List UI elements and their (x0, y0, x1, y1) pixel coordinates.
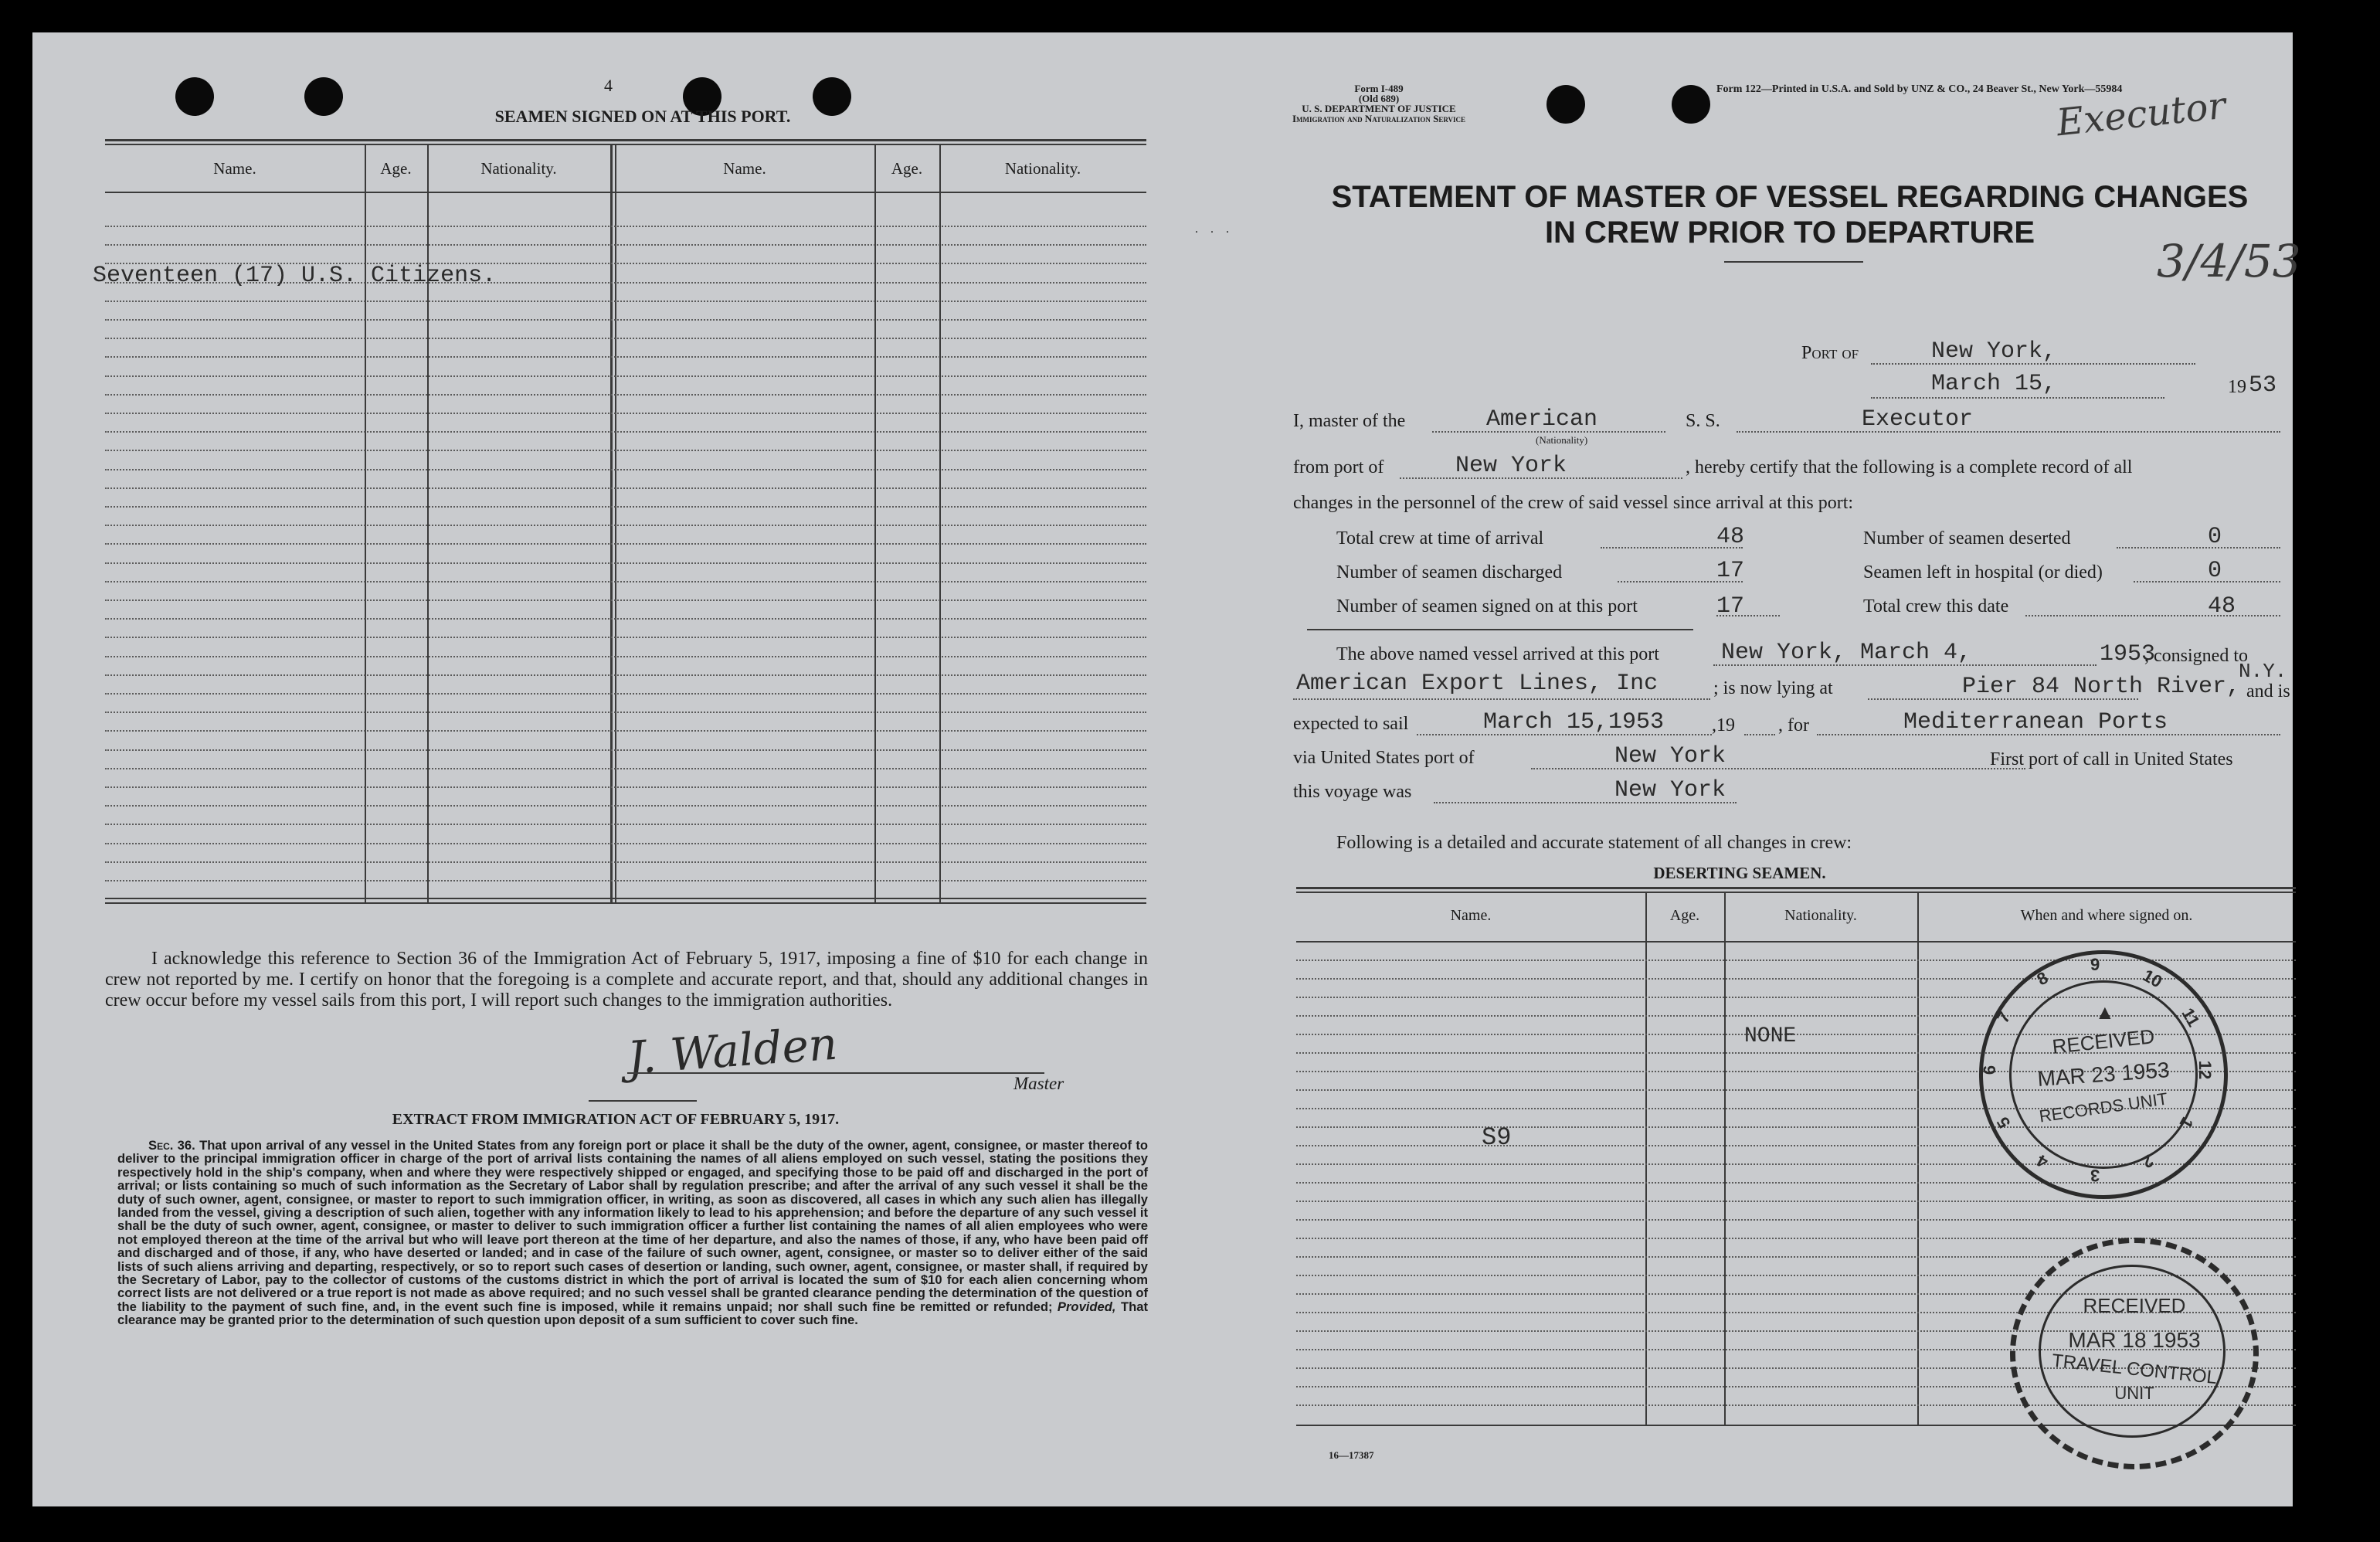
ruled-row (105, 581, 1146, 582)
deserted-label: Number of seamen deserted (1863, 528, 2071, 549)
table-bottom-rule (105, 898, 1146, 899)
stamp-received: RECEIVED (2083, 1294, 2186, 1317)
right-page (1191, 32, 2301, 1506)
page-number: 4 (604, 76, 613, 95)
signature-line (627, 1072, 1044, 1074)
form-title-line1: STATEMENT OF MASTER OF VESSEL REGARDING CHANGES (1331, 180, 2249, 214)
expected-19: ,19 (1712, 715, 1735, 735)
ruled-row (105, 487, 1146, 489)
stamp-ring-digit: 6 (1980, 1065, 2000, 1075)
handwritten-date: 3/4/53 (2157, 235, 2301, 287)
table-bottom-rule (105, 902, 1146, 904)
deserted-value: 0 (2208, 524, 2222, 550)
voyage-label: this voyage was (1293, 782, 1412, 802)
column-divider (365, 144, 366, 902)
form-title-line2: IN CREW PRIOR TO DEPARTURE (1544, 216, 2035, 250)
voyage-value: New York (1614, 777, 1726, 803)
signature-role: Master (1013, 1074, 1064, 1093)
stamp-ring-digit: 4 (2033, 1150, 2052, 1173)
left-page (32, 32, 1153, 1506)
discharged-value: 17 (1716, 558, 1745, 584)
ruled-row (105, 525, 1146, 526)
from-port-label: from port of (1293, 457, 1384, 477)
travel-control-stamp (2010, 1238, 2259, 1469)
form-old-number: (Old 689) (1358, 93, 1400, 104)
ruled-row (105, 226, 1146, 227)
changes-text: changes in the personnel of the crew of said vessel since arrival at this port: (1293, 493, 1854, 513)
year-prefix: 19 (2228, 377, 2246, 397)
stamp-unit: TRAVEL CONTROL (2050, 1350, 2219, 1389)
lying-value: Pier 84 North River, (1962, 674, 2241, 700)
column-divider (1917, 892, 1919, 1425)
stat-line (2117, 547, 2280, 549)
ruled-row (105, 674, 1146, 676)
header-rule (105, 192, 1146, 193)
discharged-label: Number of seamen discharged (1336, 562, 1563, 582)
title-rule (1724, 261, 1863, 263)
column-divider (1724, 892, 1726, 1425)
stamp-unit-2: UNIT (2114, 1384, 2154, 1403)
ruled-row (105, 562, 1146, 564)
master-of-label: I, master of the (1293, 411, 1406, 431)
port-of-value: New York, (1931, 338, 2057, 365)
ruled-row (105, 506, 1146, 508)
first-port-label: First port of call in United States (1990, 749, 2233, 769)
form-identifier (1286, 83, 1472, 124)
deserting-header-rule (1296, 941, 2296, 943)
ruled-row (105, 693, 1146, 695)
acknowledgement-text: I acknowledge this reference to Section 36 of the Immigration Act of February 5, 1917, imposing a fine of $10 for each change in crew not reported by me. I certify on honor that the foregoing is a complete and accurate report, and that, should any additional changes in crew occur before my vessel sails from this port, I will report such changes to the immigration authorities. (105, 949, 1148, 1010)
column-divider (1645, 892, 1647, 1425)
vessel-line (1737, 431, 2280, 433)
signed-on-entry: Seventeen (17) U.S. Citizens. (93, 263, 497, 289)
from-port-value: New York (1455, 453, 1567, 479)
via-label: via United States port of (1293, 748, 1475, 768)
expected-value: March 15,1953 (1483, 709, 1665, 735)
nationality-value: American (1486, 406, 1598, 433)
ruled-row (105, 861, 1146, 863)
ruled-row (105, 843, 1146, 844)
ruled-row (105, 301, 1146, 302)
stamp-ring-digit: 3 (2090, 1166, 2100, 1185)
stamp-ring-digit: 5 (1993, 1113, 2015, 1132)
nationality-caption: (Nationality) (1536, 434, 1588, 446)
ruled-row (105, 543, 1146, 545)
total-arrival-label: Total crew at time of arrival (1336, 528, 1544, 549)
divider (589, 1100, 697, 1102)
stamp-received: RECEIVED (2051, 1024, 2156, 1058)
form-title (1292, 179, 2288, 250)
arrived-year: 1953 (2100, 641, 2156, 667)
ruled-row (105, 319, 1146, 321)
arrived-value: New York, March 4, (1721, 640, 1972, 666)
column-header-age: Age. (380, 159, 412, 178)
column-divider (427, 144, 429, 902)
lying-state: N.Y. (2239, 660, 2287, 683)
ss-label: S. S. (1686, 411, 1720, 431)
deserting-col-nationality: Nationality. (1784, 907, 1857, 924)
department: U. S. DEPARTMENT OF JUSTICE (1302, 103, 1456, 114)
ruled-row (105, 338, 1146, 339)
ruled-row (105, 824, 1146, 825)
form-number: Form I-489 (1354, 83, 1404, 94)
and-is-text: and is (2246, 681, 2290, 701)
for-label: , for (1778, 715, 1809, 735)
deserting-col-name: Name. (1450, 907, 1492, 924)
ruled-row (105, 637, 1146, 638)
extract-title: EXTRACT FROM IMMIGRATION ACT OF FEBRUARY 5, 1917. (392, 1111, 840, 1128)
ruled-row (105, 469, 1146, 470)
stamp-ring-digit: 11 (2178, 1004, 2204, 1031)
arrived-label: The above named vessel arrived at this port (1336, 644, 1659, 664)
date-line (1871, 397, 2164, 399)
ruled-row (1296, 1201, 2296, 1202)
column-header-nationality: Nationality. (480, 159, 557, 178)
lying-label: ; is now lying at (1713, 678, 1833, 698)
ruled-row (105, 656, 1146, 657)
column-header-name: Name. (723, 159, 766, 178)
expected-19-line (1744, 734, 1775, 735)
column-header-name: Name. (213, 159, 256, 178)
ruled-row (105, 768, 1146, 769)
ruled-row (1296, 1219, 2296, 1221)
section-title: SEAMEN SIGNED ON AT THIS PORT. (494, 107, 791, 126)
total-date-label: Total crew this date (1863, 596, 2009, 616)
deserting-col-age: Age. (1669, 907, 1700, 924)
following-text: Following is a detailed and accurate statement of all changes in crew: (1336, 833, 1852, 853)
stamp-ring-digit: 8 (2033, 967, 2052, 990)
deserting-top-rule (1296, 887, 2296, 889)
ruled-row (105, 431, 1146, 433)
port-of-label: Port of (1801, 343, 1859, 363)
stamp-date: MAR 23 1953 (2036, 1058, 2171, 1091)
deserting-title: DESERTING SEAMEN. (1653, 864, 1826, 882)
stamp-ring-digit: 10 (2139, 965, 2166, 992)
deserting-col-signed-on: When and where signed on. (2020, 907, 2193, 924)
stamp-ring-digit: 2 (2138, 1150, 2157, 1173)
consignee-line (1293, 698, 1710, 700)
stat-line (2025, 615, 2280, 616)
stamp-unit: RECORDS UNIT (2038, 1089, 2169, 1126)
printer-note: Form 122—Printed in U.S.A. and Sold by UNZ & CO., 24 Beaver St., New York—55984 (1716, 83, 2123, 95)
ruled-row (105, 712, 1146, 713)
extract-text: Sec. 36. That upon arrival of any vessel in the United States from any foreign port or place it shall be the duty of the owner, agent, consignee, or master thereof to deliver to the principal immigration officer in charge of the port of arrival lists containing the names of all aliens employed on such vessel, stating the positions they respectively hold in the ship's company, when and where they were respectively shipped or engaged, and specifying those to be paid off and discharged in the port of arrival; or lists containing so much of such information as the Secretary of Labor shall by regulation prescribe; and after the arrival of any such vessel it shall be the duty of such owner, agent, consignee, or master to report to such immigration officer, in writing, as soon as discovered, all cases in which any such alien has illegally landed from the vessel, giving a description of such alien, together with any information likely to lead to his apprehension; and before the departure of any such vessel it shall be the duty of such owner, agent, consignee, or master to deliver to such immigration officer a further list containing the names of all alien employees who were not employed thereon at the time of the arrival but who will leave port thereon at the time of her departure, and also the names of those, if any, who have been paid off and discharged and of those, if any, who have deserted or landed; and in case of the failure of such owner, agent, consignee, or master so to deliver either of the said lists of such aliens arriving and departing, respectively, or so to report such cases of desertion or landing, such owner, agent, consignee, or master shall, if required by the Secretary of Labor, pay to the collector of customs of the customs district in which the port of arrival is located the sum of $10 for each alien concerning whom correct lists are not delivered or a true report is not made as above required; and no such vessel shall be granted clearance pending the determination of the question of the liability to the payment of such fine, and, in the event such fine is imposed, while it remains unpaid; nor shall such fine be remitted or refunded; Provided, That clearance may be granted prior to the determination of such question upon deposit of a sum sufficient to cover such fine. (117, 1138, 1148, 1328)
ruled-row (105, 786, 1146, 788)
year-value: 53 (2249, 372, 2277, 399)
hospital-label: Seamen left in hospital (or died) (1863, 562, 2103, 582)
stamp-date: MAR 18 1953 (2068, 1328, 2201, 1352)
ruled-row (105, 805, 1146, 807)
stamp-ring-digit: 12 (2195, 1060, 2215, 1080)
stat-line (2134, 581, 2280, 582)
column-divider (874, 144, 876, 902)
stamp-arrow-icon: ▲ (2095, 1000, 2115, 1024)
date-value: March 15, (1931, 371, 2057, 397)
signed-on-value: 17 (1716, 593, 1745, 620)
ruled-row (105, 749, 1146, 751)
consigned-label: , consigned to (2144, 646, 2248, 666)
expected-label: expected to sail (1293, 714, 1409, 734)
stray-marks: . . . (1195, 222, 1234, 236)
table-top-rule (105, 144, 1146, 145)
stats-rule (1307, 629, 1693, 630)
consignee-value: American Export Lines, Inc (1296, 671, 1659, 697)
total-arrival-value: 48 (1716, 524, 1745, 550)
stamp-ring-digit: 9 (2090, 955, 2100, 974)
ruled-row (105, 394, 1146, 396)
via-value: New York (1614, 743, 1726, 769)
records-unit-stamp (1979, 950, 2228, 1199)
via-line (1531, 768, 2025, 769)
column-header-nationality: Nationality. (1004, 159, 1081, 178)
service: Immigration and Naturalization Service (1292, 113, 1466, 124)
table-top-rule (105, 139, 1146, 141)
total-date-value: 48 (2208, 593, 2236, 620)
column-divider (610, 144, 613, 902)
deserting-top-rule (1296, 892, 2296, 893)
signed-on-label: Number of seamen signed on at this port (1336, 596, 1638, 616)
ruled-row (105, 244, 1146, 246)
ruled-row (105, 618, 1146, 620)
ruled-row (105, 880, 1146, 881)
hospital-value: 0 (2208, 558, 2222, 584)
handwritten-vessel-name: Executor (2054, 83, 2228, 145)
ruled-row (105, 356, 1146, 358)
stamp-ring-digit: 1 (2175, 1113, 2198, 1132)
ruled-row (105, 730, 1146, 732)
column-divider (939, 144, 941, 902)
ruled-row (105, 450, 1146, 451)
document-sheet (32, 32, 2301, 1506)
certify-text: , hereby certify that the following is a complete record of all (1686, 457, 2133, 477)
ruled-row (105, 375, 1146, 377)
master-signature: J. Walden (625, 1017, 840, 1085)
for-value: Mediterranean Ports (1903, 709, 2168, 735)
none-entry: NONE (1744, 1024, 1797, 1048)
ruled-row (105, 413, 1146, 414)
column-divider (615, 144, 616, 902)
stamp-ring-digit: 7 (1993, 1008, 2015, 1027)
vessel-value: Executor (1862, 406, 1974, 433)
initials: S9 (1482, 1123, 1512, 1152)
column-header-age: Age. (891, 159, 923, 178)
footer-code: 16—17387 (1329, 1449, 1374, 1461)
ruled-row (105, 599, 1146, 601)
